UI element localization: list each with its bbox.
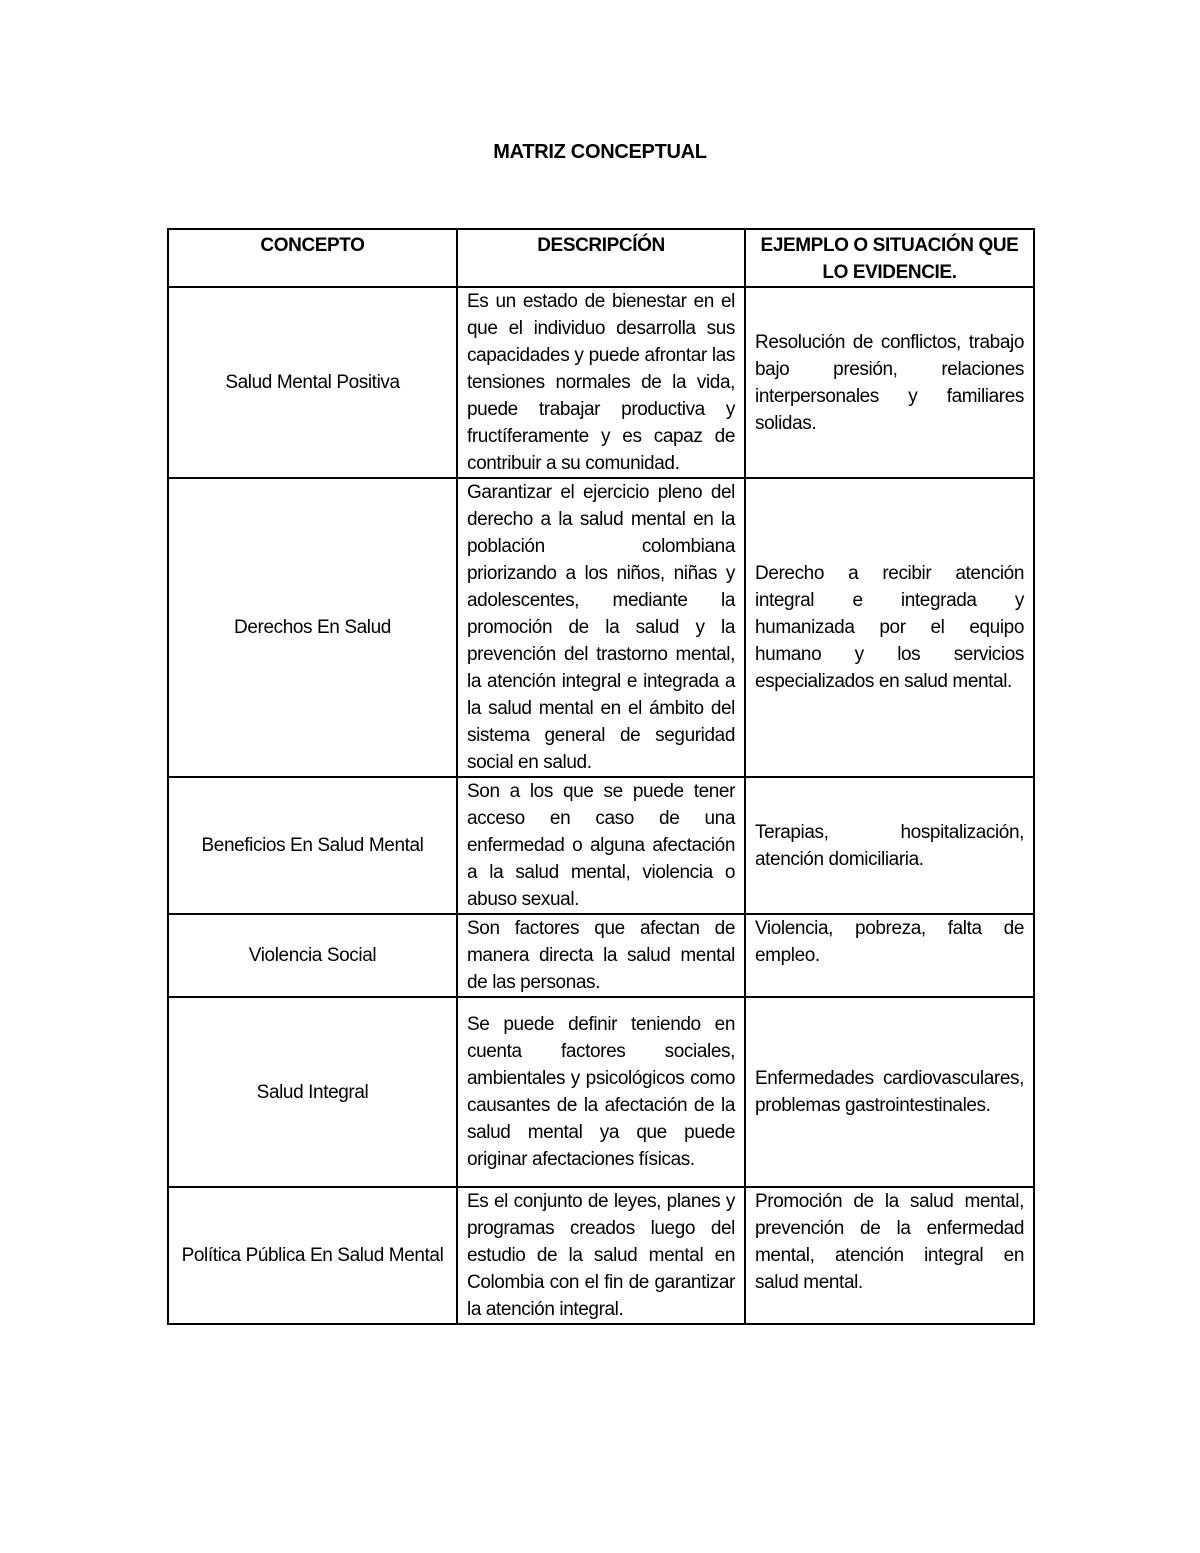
example-cell: Derecho a recibir atención integral e integrada y humanizada por el equipo humano y los servicios especializados en salud mental. — [745, 478, 1034, 777]
header-example: EJEMPLO O SITUACIÓN QUE LO EVIDENCIE. — [745, 229, 1034, 287]
example-cell: Violencia, pobreza, falta de empleo. — [745, 914, 1034, 997]
concept-matrix-table — [167, 228, 1035, 1325]
concept-cell: Beneficios En Salud Mental — [168, 777, 457, 914]
concept-cell: Política Pública En Salud Mental — [168, 1187, 457, 1324]
header-concept: CONCEPTO — [168, 229, 457, 287]
concept-cell: Derechos En Salud — [168, 478, 457, 777]
table-header-row — [168, 229, 1034, 287]
description-cell: Es el conjunto de leyes, planes y programas creados luego del estudio de la salud mental en Colombia con el fin de garantizar la atención integral. — [457, 1187, 745, 1324]
example-cell: Terapias, hospitalización, atención domiciliaria. — [745, 777, 1034, 914]
header-description: DESCRIPCÍÓN — [457, 229, 745, 287]
description-cell: Es un estado de bienestar en el que el individuo desarrolla sus capacidades y puede afrontar las tensiones normales de la vida, puede trabajar productiva y fructíferamente y es capaz de contribuir a su comunidad. — [457, 287, 745, 478]
table-row — [168, 777, 1034, 914]
concept-cell: Salud Mental Positiva — [168, 287, 457, 478]
example-cell: Enfermedades cardiovasculares, problemas gastrointestinales. — [745, 997, 1034, 1187]
page-title: MATRIZ CONCEPTUAL — [493, 141, 707, 163]
concept-cell: Salud Integral — [168, 997, 457, 1187]
table-row — [168, 478, 1034, 777]
table-row — [168, 914, 1034, 997]
example-cell: Promoción de la salud mental, prevención de la enfermedad mental, atención integral en salud mental. — [745, 1187, 1034, 1324]
table-row — [168, 287, 1034, 478]
example-cell: Resolución de conflictos, trabajo bajo presión, relaciones interpersonales y familiares solidas. — [745, 287, 1034, 478]
table-row — [168, 1187, 1034, 1324]
description-cell: Se puede definir teniendo en cuenta factores sociales, ambientales y psicológicos como causantes de la afectación de la salud mental ya que puede originar afectaciones físicas. — [457, 997, 745, 1187]
table-row — [168, 997, 1034, 1187]
description-cell: Son a los que se puede tener acceso en caso de una enfermedad o alguna afectación a la salud mental, violencia o abuso sexual. — [457, 777, 745, 914]
description-cell: Son factores que afectan de manera directa la salud mental de las personas. — [457, 914, 745, 997]
description-cell: Garantizar el ejercicio pleno del derecho a la salud mental en la población colombiana priorizando a los niños, niñas y adolescentes, mediante la promoción de la salud y la prevención del trastorno mental, la atención integral e integrada a la salud mental en el ámbito del sistema general de seguridad social en salud. — [457, 478, 745, 777]
concept-cell: Violencia Social — [168, 914, 457, 997]
